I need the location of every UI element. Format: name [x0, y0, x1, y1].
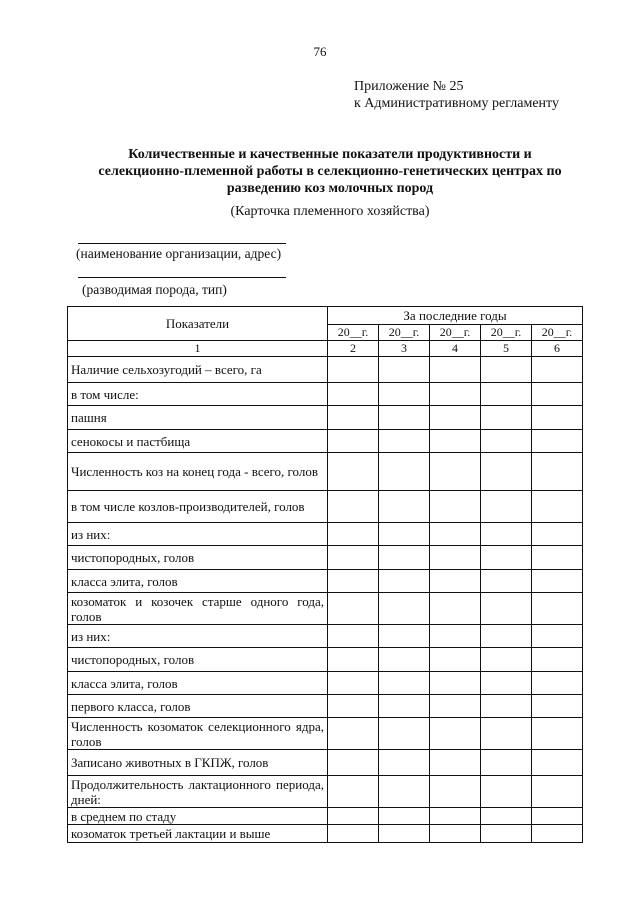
column-number: 5: [481, 341, 532, 357]
value-cell[interactable]: [328, 776, 379, 808]
value-cell[interactable]: [430, 808, 481, 825]
indicator-label: Численность козоматок селекционного ядра, голов: [68, 718, 328, 750]
year-cell: 20__г.: [328, 325, 379, 341]
value-cell[interactable]: [481, 825, 532, 843]
column-number: 4: [430, 341, 481, 357]
value-cell[interactable]: [532, 695, 583, 718]
value-cell[interactable]: [430, 453, 481, 491]
value-cell[interactable]: [379, 625, 430, 648]
table-row: [68, 570, 583, 593]
value-cell[interactable]: [379, 453, 430, 491]
value-cell[interactable]: [532, 546, 583, 570]
value-cell[interactable]: [328, 406, 379, 430]
indicator-label: из них:: [68, 625, 328, 648]
value-cell[interactable]: [532, 523, 583, 546]
value-cell[interactable]: [481, 750, 532, 776]
table-row: [68, 357, 583, 383]
organization-label: (наименование организации, адрес): [76, 246, 282, 261]
appendix-reference: [354, 78, 559, 112]
value-cell[interactable]: [430, 546, 481, 570]
title-line-2: селекционно-племенной работы в селекционно-генетических центрах по: [98, 164, 562, 179]
indicator-label: в том числе козлов-производителей, голов: [68, 491, 328, 523]
table-row: [68, 718, 583, 750]
value-cell[interactable]: [430, 776, 481, 808]
breeding-farm-table: [67, 306, 583, 843]
table-row: [68, 625, 583, 648]
value-cell[interactable]: [328, 357, 379, 383]
table-row: [68, 430, 583, 453]
value-cell[interactable]: [532, 491, 583, 523]
value-cell[interactable]: [481, 776, 532, 808]
indicator-label: Записано животных в ГКПЖ, голов: [68, 750, 328, 776]
value-cell[interactable]: [379, 383, 430, 406]
value-cell[interactable]: [379, 570, 430, 593]
value-cell[interactable]: [481, 523, 532, 546]
column-number-row: [68, 341, 583, 357]
table-row: [68, 383, 583, 406]
indicator-label: Наличие сельхозугодий – всего, га: [68, 357, 328, 383]
value-cell[interactable]: [532, 453, 583, 491]
title-line-1: Количественные и качественные показатели продуктивности и: [128, 147, 532, 162]
value-cell[interactable]: [532, 750, 583, 776]
value-cell[interactable]: [481, 453, 532, 491]
table-row: [68, 523, 583, 546]
value-cell[interactable]: [481, 672, 532, 695]
value-cell[interactable]: [481, 491, 532, 523]
header-recent-years: За последние годы: [328, 307, 583, 325]
table-row: [68, 406, 583, 430]
value-cell[interactable]: [430, 672, 481, 695]
value-cell[interactable]: [481, 546, 532, 570]
value-cell[interactable]: [328, 672, 379, 695]
table-row: [68, 648, 583, 672]
value-cell[interactable]: [430, 491, 481, 523]
table-row: [68, 825, 583, 843]
indicator-label: чистопородных, голов: [68, 546, 328, 570]
value-cell[interactable]: [328, 825, 379, 843]
indicator-label: в том числе:: [68, 383, 328, 406]
table-row: [68, 695, 583, 718]
breed-label: (разводимая порода, тип): [82, 282, 227, 297]
year-cell: 20__г.: [481, 325, 532, 341]
value-cell[interactable]: [532, 593, 583, 625]
table-row: [68, 808, 583, 825]
value-cell[interactable]: [481, 648, 532, 672]
value-cell[interactable]: [532, 808, 583, 825]
value-cell[interactable]: [328, 808, 379, 825]
value-cell[interactable]: [532, 648, 583, 672]
year-cell: 20__г.: [532, 325, 583, 341]
value-cell[interactable]: [481, 695, 532, 718]
value-cell[interactable]: [430, 383, 481, 406]
value-cell[interactable]: [430, 406, 481, 430]
value-cell[interactable]: [328, 570, 379, 593]
document-subtitle: (Карточка племенного хозяйства): [230, 204, 430, 219]
column-number: 3: [379, 341, 430, 357]
value-cell[interactable]: [379, 695, 430, 718]
value-cell[interactable]: [328, 453, 379, 491]
indicator-label: козоматок и козочек старше одного года, голов: [68, 593, 328, 625]
value-cell[interactable]: [328, 648, 379, 672]
value-cell[interactable]: [379, 523, 430, 546]
value-cell[interactable]: [379, 406, 430, 430]
table-row: [68, 593, 583, 625]
value-cell[interactable]: [481, 357, 532, 383]
indicator-label: чистопородных, голов: [68, 648, 328, 672]
indicator-label: пашня: [68, 406, 328, 430]
value-cell[interactable]: [328, 430, 379, 453]
value-cell[interactable]: [532, 570, 583, 593]
value-cell[interactable]: [328, 523, 379, 546]
value-cell[interactable]: [379, 718, 430, 750]
page-number: 76: [313, 44, 327, 59]
value-cell[interactable]: [328, 750, 379, 776]
value-cell[interactable]: [379, 776, 430, 808]
organization-fill-line: [78, 243, 286, 244]
table-body: [68, 357, 583, 843]
table-row: [68, 776, 583, 808]
value-cell[interactable]: [532, 776, 583, 808]
indicator-label: сенокосы и пастбища: [68, 430, 328, 453]
indicator-label: класса элита, голов: [68, 672, 328, 695]
value-cell[interactable]: [379, 750, 430, 776]
column-number: 2: [328, 341, 379, 357]
indicator-label: класса элита, голов: [68, 570, 328, 593]
indicator-label: из них:: [68, 523, 328, 546]
value-cell[interactable]: [481, 406, 532, 430]
document-title: [70, 146, 590, 197]
column-number: 6: [532, 341, 583, 357]
table-row: [68, 750, 583, 776]
value-cell[interactable]: [379, 357, 430, 383]
value-cell[interactable]: [328, 546, 379, 570]
value-cell[interactable]: [328, 625, 379, 648]
value-cell[interactable]: [481, 718, 532, 750]
breed-fill-line: [78, 277, 286, 278]
indicator-label: Численность коз на конец года - всего, голов: [68, 453, 328, 491]
value-cell[interactable]: [379, 672, 430, 695]
indicator-label: Продолжительность лактационного периода, дней:: [68, 776, 328, 808]
value-cell[interactable]: [481, 593, 532, 625]
value-cell[interactable]: [532, 718, 583, 750]
value-cell[interactable]: [430, 523, 481, 546]
value-cell[interactable]: [379, 491, 430, 523]
value-cell[interactable]: [532, 406, 583, 430]
value-cell[interactable]: [430, 625, 481, 648]
value-cell[interactable]: [532, 672, 583, 695]
year-cell: 20__г.: [430, 325, 481, 341]
value-cell[interactable]: [430, 695, 481, 718]
value-cell[interactable]: [532, 825, 583, 843]
table-row: [68, 546, 583, 570]
appendix-number: Приложение № 25: [354, 79, 464, 94]
year-cell: 20__г.: [379, 325, 430, 341]
value-cell[interactable]: [379, 430, 430, 453]
value-cell[interactable]: [379, 546, 430, 570]
value-cell[interactable]: [481, 570, 532, 593]
value-cell[interactable]: [430, 570, 481, 593]
value-cell[interactable]: [328, 718, 379, 750]
value-cell[interactable]: [379, 648, 430, 672]
value-cell[interactable]: [481, 430, 532, 453]
value-cell[interactable]: [430, 593, 481, 625]
value-cell[interactable]: [430, 357, 481, 383]
value-cell[interactable]: [532, 357, 583, 383]
value-cell[interactable]: [379, 825, 430, 843]
appendix-regulation: к Административному регламенту: [354, 96, 559, 111]
value-cell[interactable]: [328, 491, 379, 523]
value-cell[interactable]: [328, 383, 379, 406]
value-cell[interactable]: [481, 383, 532, 406]
header-indicators: Показатели: [68, 307, 328, 341]
title-line-3: разведению коз молочных пород: [226, 181, 434, 196]
value-cell[interactable]: [532, 383, 583, 406]
value-cell[interactable]: [379, 593, 430, 625]
value-cell[interactable]: [532, 430, 583, 453]
value-cell[interactable]: [481, 808, 532, 825]
indicator-label: первого класса, голов: [68, 695, 328, 718]
value-cell[interactable]: [532, 625, 583, 648]
value-cell[interactable]: [328, 695, 379, 718]
value-cell[interactable]: [430, 648, 481, 672]
value-cell[interactable]: [430, 718, 481, 750]
value-cell[interactable]: [430, 750, 481, 776]
indicator-label: в среднем по стаду: [68, 808, 328, 825]
value-cell[interactable]: [481, 625, 532, 648]
value-cell[interactable]: [379, 808, 430, 825]
value-cell[interactable]: [430, 825, 481, 843]
table-row: [68, 453, 583, 491]
table-row: [68, 672, 583, 695]
column-number: 1: [68, 341, 328, 357]
value-cell[interactable]: [430, 430, 481, 453]
table-row: [68, 491, 583, 523]
indicator-label: козоматок третьей лактации и выше: [68, 825, 328, 843]
value-cell[interactable]: [328, 593, 379, 625]
